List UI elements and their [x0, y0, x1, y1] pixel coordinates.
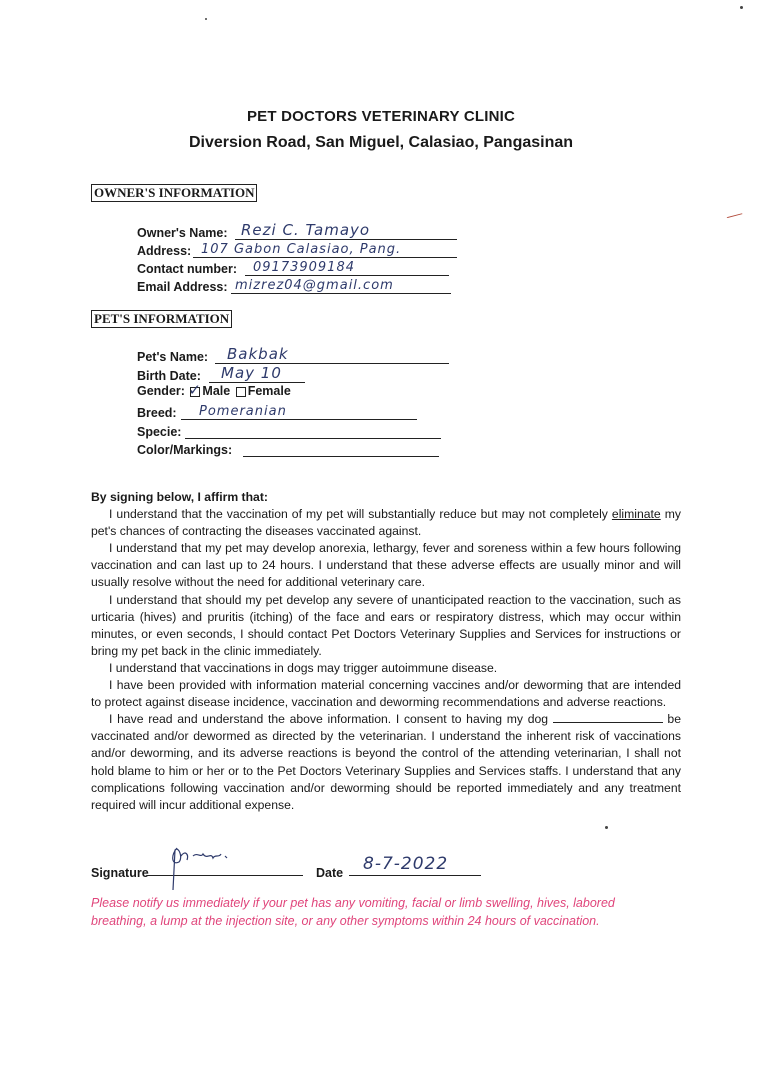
gender-female-checkbox[interactable] [236, 387, 246, 397]
consent-p1 [91, 506, 681, 540]
pet-color-field[interactable] [243, 456, 439, 457]
pet-gender-row [137, 381, 291, 399]
pen-mark: ⟋ [724, 206, 744, 227]
check-mark-icon: ✓ [188, 381, 201, 399]
consent-p1-b: my pet's chances of contracting the diseases vaccinated against. [91, 507, 681, 539]
owner-contact-label: Contact number: [137, 262, 237, 276]
pet-birth-value[interactable]: May 10 [221, 364, 282, 382]
consent-p6-a: I have read and understand the above information. I consent to having my dog [109, 712, 553, 727]
date-value[interactable]: 8-7-2022 [363, 854, 449, 874]
owner-name-value[interactable]: Rezi C. Tamayo [241, 221, 371, 239]
consent-p5: I have been provided with information material concerning vaccines and/or deworming that are intended to protect against disease incidence, vaccination and deworming recommendations and adverse reactions. [91, 678, 681, 710]
owner-info-heading: OWNER'S INFORMATION [91, 184, 257, 202]
owner-name-label: Owner's Name: [137, 226, 228, 240]
owner-contact-value[interactable]: 09173909184 [253, 260, 355, 275]
pet-breed-value[interactable]: Pomeranian [199, 404, 287, 419]
owner-email-row [137, 276, 467, 294]
gender-male-checkbox[interactable] [188, 381, 201, 399]
gender-female-label: Female [247, 384, 291, 398]
consent-p6 [91, 711, 681, 814]
pet-specie-row [137, 421, 447, 439]
owner-email-label: Email Address: [137, 280, 228, 294]
signature-scribble [167, 842, 257, 894]
pet-breed-label: Breed: [137, 406, 177, 420]
consent-p2: I understand that my pet may develop anorexia, lethargy, fever and soreness within a few hours following vaccination and can last up to 24 hours. I understand that these adverse effects are usually minor and will usually resolve without the need for additional veterinary care. [91, 541, 681, 590]
consent-lead: By signing below, I affirm that: [91, 490, 268, 504]
paper-speck [740, 6, 743, 9]
consent-p1-a: I understand that the vaccination of my pet will substantially reduce but may not completely [109, 507, 612, 522]
pet-specie-label: Specie: [137, 425, 182, 439]
owner-address-value[interactable]: 107 Gabon Calasiao, Pang. [201, 242, 402, 257]
pet-name-value[interactable]: Bakbak [227, 345, 289, 363]
pet-name-row [137, 346, 457, 364]
date-label: Date [316, 866, 344, 880]
aftercare-notice: Please notify us immediately if your pet has any vomiting, facial or limb swelling, hives, labored breathing, a lump at the injection site, or any other symptoms within 24 hours of vaccination. [91, 896, 615, 928]
clinic-name: PET DOCTORS VETERINARY CLINIC [246, 108, 516, 125]
consent-text [91, 489, 681, 814]
owner-email-value[interactable]: mizrez04@gmail.com [235, 278, 394, 293]
consent-p3: I understand that should my pet develop any severe of unanticipated reaction to the vaccination, such as urticaria (hives) and pruritis (itching) of the face and ears or respiratory distress, which may occur within minutes, or even seconds, I should contact Pet Doctors Veterinary Supplies and Services for instructions or bring my pet back in the clinic immediately. [91, 592, 681, 658]
pet-info-heading: PET'S INFORMATION [91, 310, 232, 328]
gender-label: Gender: [137, 384, 185, 398]
clinic-address: Diversion Road, San Miguel, Calasiao, Pangasinan [188, 134, 574, 151]
consent-p6-b: be vaccinated and/or dewormed as directed by the veterinarian. I understand the inherent risk of vaccinations and/or deworming, and its adverse reactions is beyond the control of the attending veterinarian, I shall not hold blame to him or her or to the Pet Doctors Veterinary Supplies and Services staffs. I understand that any complications following vaccination and/or deworming should be reported immediately and any treatment required will incur additional expense. [91, 712, 681, 812]
pet-birth-label: Birth Date: [137, 369, 201, 383]
pet-color-label: Color/Markings: [137, 443, 233, 457]
pet-birth-row [137, 365, 457, 383]
signature-row [91, 854, 691, 882]
dog-name-blank[interactable] [553, 711, 663, 723]
consent-p1-underlined: eliminate [611, 507, 661, 522]
pet-color-row [137, 439, 447, 457]
pet-name-label: Pet's Name: [137, 350, 209, 364]
pet-breed-row [137, 402, 437, 420]
gender-male-label: Male [202, 384, 231, 398]
owner-name-row [137, 222, 467, 240]
signature-label: Signature [91, 866, 149, 880]
owner-address-row [137, 240, 467, 258]
paper-speck [205, 18, 207, 20]
paper-speck [605, 826, 608, 829]
owner-contact-row [137, 258, 467, 276]
owner-address-label: Address: [137, 244, 192, 258]
consent-p4: I understand that vaccinations in dogs may trigger autoimmune disease. [109, 660, 498, 675]
